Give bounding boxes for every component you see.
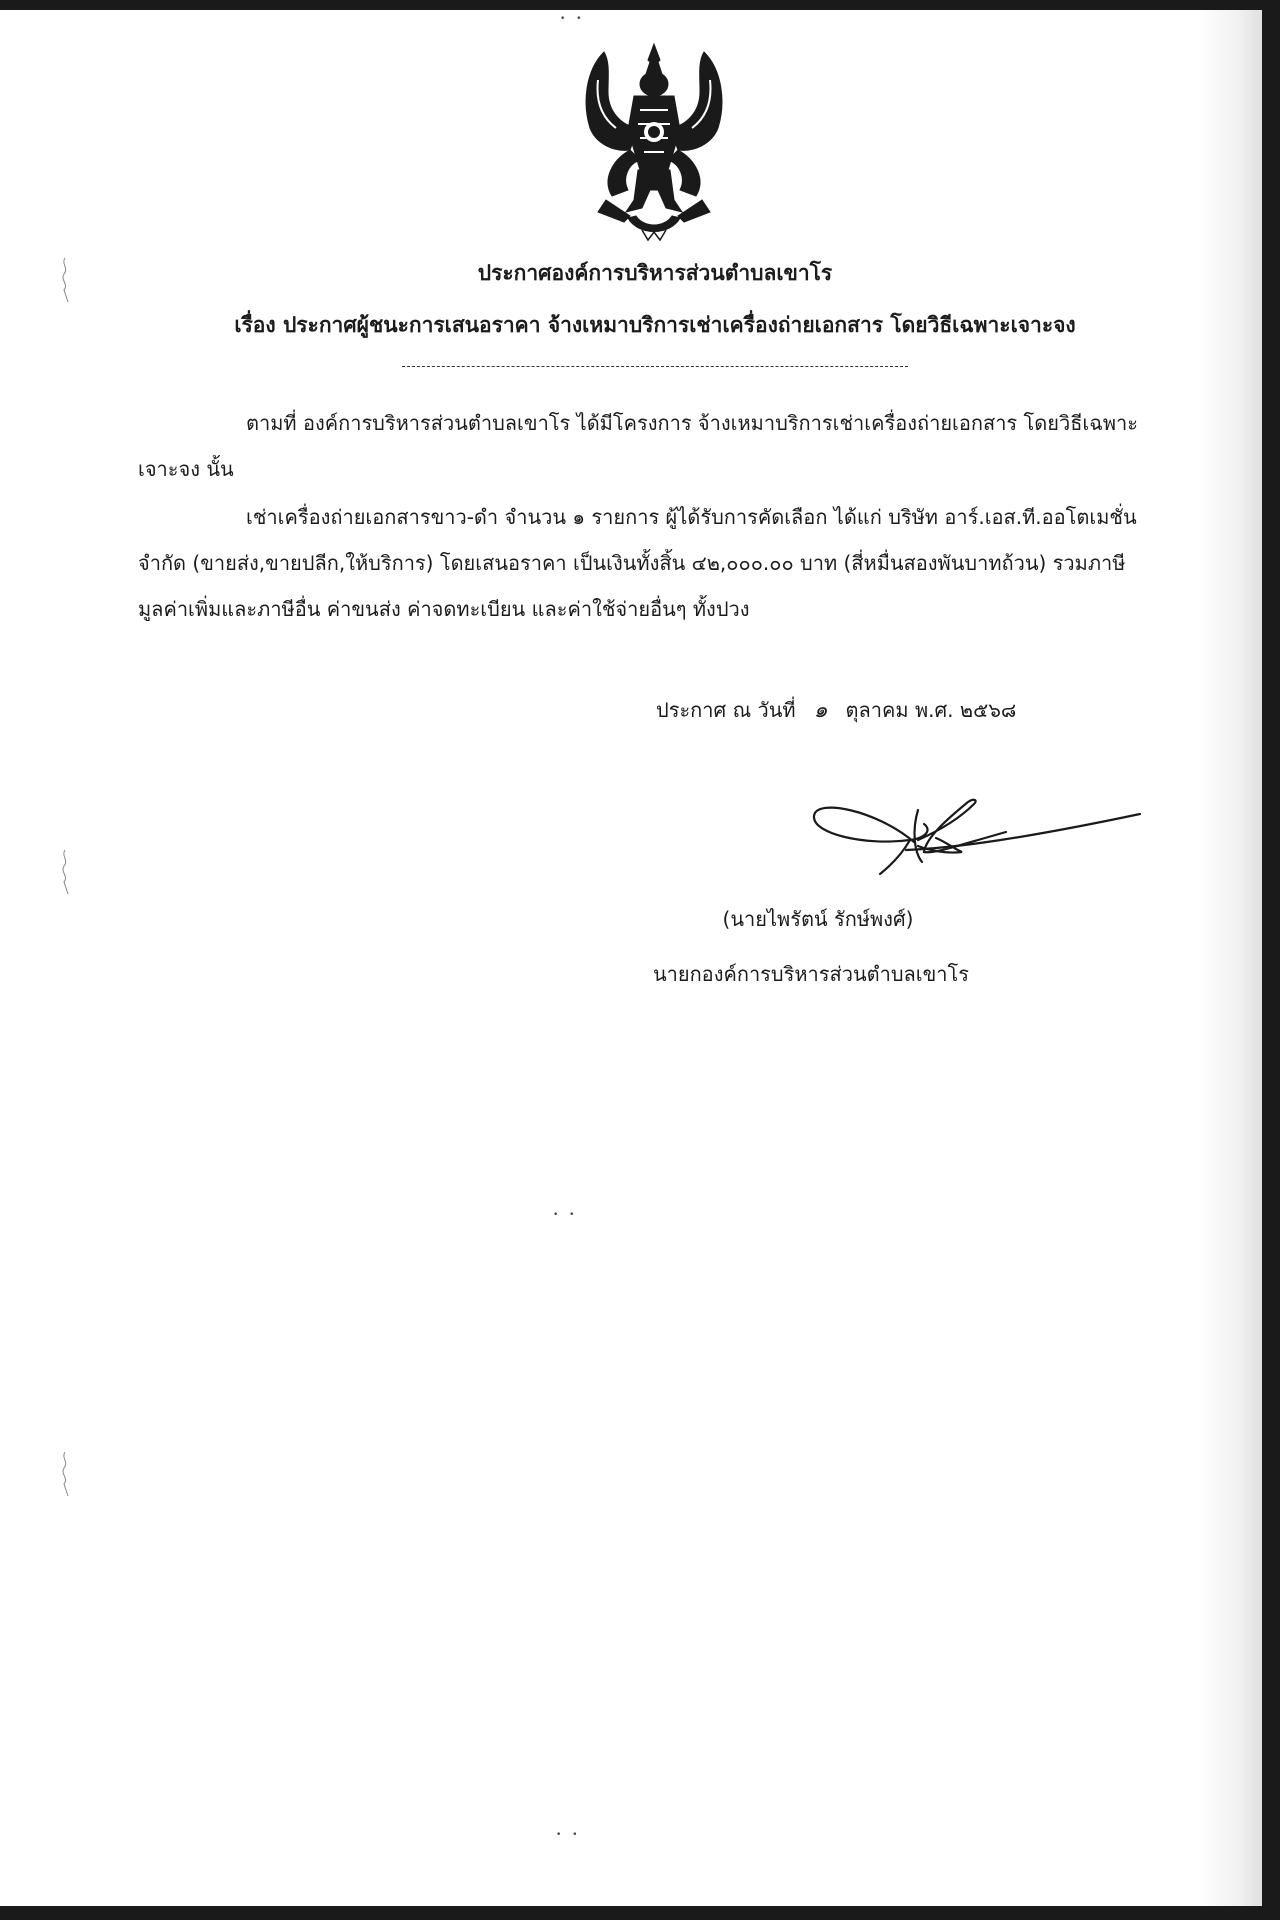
margin-mark-icon [58,848,72,898]
margin-mark-icon [58,1450,72,1500]
body-paragraph-2: เช่าเครื่องถ่ายเอกสารขาว-ดำ จำนวน ๑ รายการ ผู้ได้รับการคัดเลือก ได้แก่ บริษัท อาร์.เอส.ที.ออโตเมชั่น จำกัด (ขายส่ง,ขายปลีก,ให้บริการ) โดยเสนอราคา เป็นเงินทั้งสิ้น ๔๒,๐๐๐.๐๐ บาท (สี่หมื่นสองพันบาทถ้วน) รวมภาษีมูลค่าเพิ่มและภาษีอื่น ค่าขนส่ง ค่าจดทะเบียน และค่าใช้จ่ายอื่นๆ ทั้งปวง [138,505,1137,621]
body-paragraph-1: ตามที่ องค์การบริหารส่วนตำบลเขาโร ได้มีโครงการ จ้างเหมาบริการเช่าเครื่องถ่ายเอกสาร โดยวิธีเฉพาะเจาะจง นั้น [138,411,1139,481]
heading-divider [402,366,908,367]
document-page [0,10,1268,1906]
date-prefix: ประกาศ ณ วันที่ [656,698,796,722]
punch-mark: • • [560,14,586,24]
signer-name: (นายไพรัตน์ รักษ์พงศ์) [722,907,914,931]
date-month-year: ตุลาคม พ.ศ. ๒๕๖๘ [845,698,1017,722]
document-heading-organization: ประกาศองค์การบริหารส่วนตำบลเขาโร [477,261,833,285]
announcement-date [656,694,1016,727]
garuda-emblem-icon [568,40,740,245]
signature-icon [806,780,1146,890]
punch-mark: • • [556,1830,582,1840]
signer-title: นายกองค์การบริหารส่วนตำบลเขาโร [652,962,970,986]
date-day-handwritten: ๑ [813,698,828,723]
punch-mark: • • [553,1210,579,1220]
document-heading-subject: เรื่อง ประกาศผู้ชนะการเสนอราคา จ้างเหมาบริการเช่าเครื่องถ่ายเอกสาร โดยวิธีเฉพาะเจาะจง [234,313,1076,337]
